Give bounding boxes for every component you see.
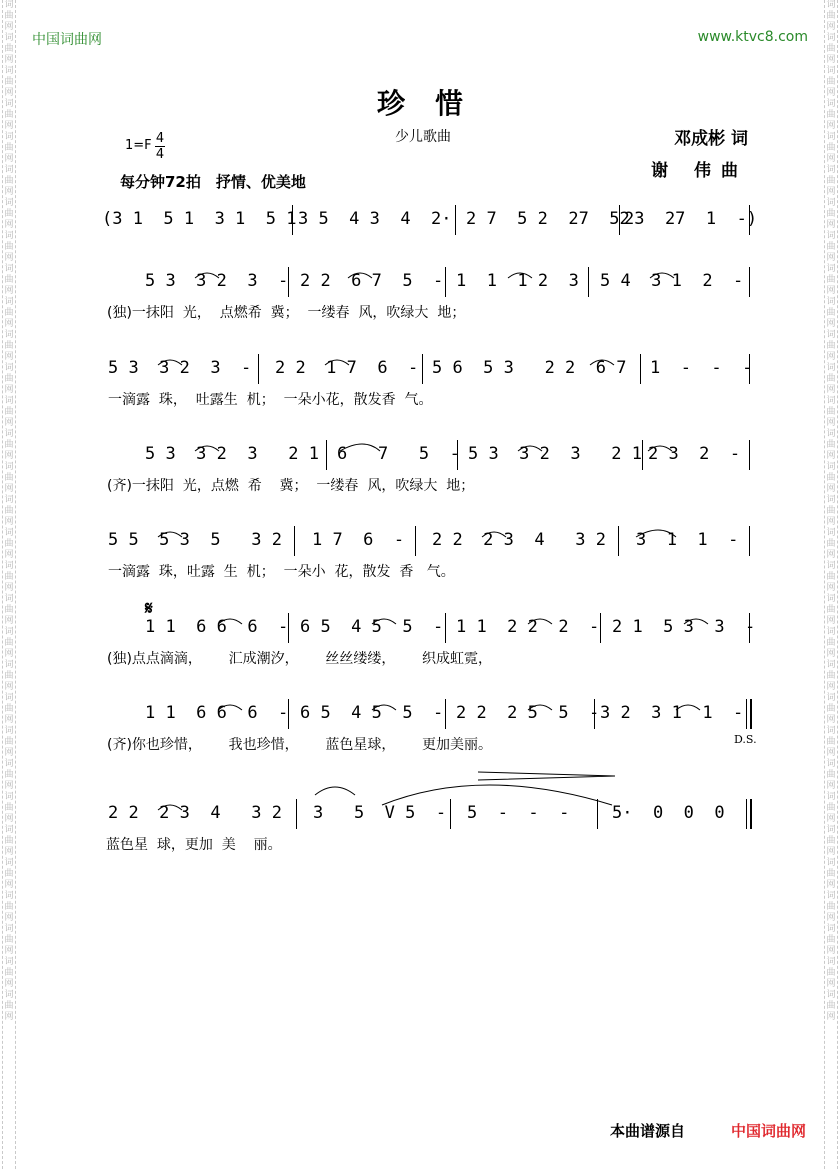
notes-row <box>0 799 840 827</box>
lyrics-row <box>0 648 840 670</box>
right-watermark-strip: 词曲网词曲网词曲网词曲网词曲网词曲网词曲网词曲网词曲网词曲网词曲网词曲网词曲网词曲网词曲网词曲网词曲网词曲网词曲网词曲网词曲网词曲网词曲网词曲网词曲网词曲网词曲网词曲网词曲网词曲网词曲网 <box>824 0 838 1169</box>
barline <box>457 440 458 470</box>
barline <box>288 613 289 643</box>
barline <box>455 205 456 235</box>
measure-3: 1 1 2 2 2 - <box>456 617 600 637</box>
barline <box>618 526 619 556</box>
lyrics-text: (齐)一抹阳 光，点燃 希 冀； 一缕春 风，吹绿大 地； <box>107 478 475 494</box>
barline <box>445 699 446 729</box>
dal-segno-marking: D.S. <box>734 733 757 746</box>
score-line-4 <box>0 440 840 500</box>
measure-4: 23 27 1 -) <box>624 209 758 229</box>
barline <box>749 613 750 643</box>
measure-1: 2 2 2 3 4 3 2 <box>108 803 282 823</box>
barline <box>749 267 750 297</box>
site-url[interactable]: www.ktvc8.com <box>697 29 808 45</box>
segno-sign: 𝄋 <box>145 598 153 619</box>
measure-4: 2 3 2 - <box>648 444 741 464</box>
decrescendo-mark <box>478 772 615 780</box>
measure-1: 1 1 6 6 6 - <box>145 703 289 723</box>
measure-1: 5 3 3 2 3 - <box>145 271 289 291</box>
notes-row <box>0 354 840 382</box>
score-line-6 <box>0 613 840 673</box>
barline <box>749 354 750 384</box>
barline <box>415 526 416 556</box>
barline <box>326 440 327 470</box>
lyrics-text: (独)点点滴滴， 汇成潮汐， 丝丝缕缕， 织成虹霓， <box>107 651 493 667</box>
song-title: 珍惜 <box>376 87 493 120</box>
time-signature-bottom: 4 <box>155 147 165 162</box>
measure-1: 5 3 3 2 3 - <box>108 358 252 378</box>
score-line-3 <box>0 354 840 414</box>
measure-1: (3 1 5 1 3 1 5 1 <box>102 209 297 229</box>
measure-3: 2 2 2 5 5 - <box>456 703 600 723</box>
barline <box>422 354 423 384</box>
lyrics-text: (齐)你也珍惜， 我也珍惜， 蓝色星球， 更加美丽。 <box>107 737 493 753</box>
lyrics-row <box>0 302 840 324</box>
measure-2: 2 2 6 7 5 - <box>300 271 444 291</box>
tempo-marking: 每分钟72拍 抒情、优美地 <box>120 173 306 191</box>
barline <box>292 205 293 235</box>
notes-row <box>0 699 840 727</box>
footer-site-link[interactable]: 中国词曲网 <box>730 1122 806 1140</box>
key-signature: 1=F <box>125 138 152 153</box>
measure-4: 5· 0 0 0 <box>612 803 725 823</box>
score-line-7 <box>0 699 840 759</box>
lyricist-credit: 邓成彬 词 <box>674 129 748 149</box>
barline <box>294 526 295 556</box>
measure-4: 5 4 3 1 2 - <box>600 271 744 291</box>
measure-2: 3 5 V 5 - <box>313 803 447 823</box>
barline <box>288 267 289 297</box>
time-signature-top: 4 <box>155 131 165 146</box>
measure-2: 2 2 1 7 6 - <box>275 358 419 378</box>
barline <box>588 267 589 297</box>
barline <box>450 799 451 829</box>
measure-4: 3 2 3 1 1 - <box>600 703 744 723</box>
measure-3: 5 6 5 3 2 2 6 7 <box>432 358 627 378</box>
composer-credit: 谢 伟曲 <box>651 161 748 181</box>
score-line-8 <box>0 799 840 859</box>
barline <box>619 205 620 235</box>
measure-1: 5 5 5 3 5 3 2 <box>108 530 282 550</box>
notes-row <box>0 440 840 468</box>
notes-row <box>0 526 840 554</box>
measure-2: 6 5 4 5 5 - <box>300 703 444 723</box>
lyrics-row <box>0 561 840 583</box>
measure-4: 1 - - - <box>650 358 753 378</box>
lyrics-text: (独)一抹阳 光， 点燃希 冀； 一缕春 风，吹绿大 地； <box>107 305 466 321</box>
barline <box>594 699 595 729</box>
measure-1: 5 3 3 2 3 2 1 <box>145 444 319 464</box>
barline <box>749 526 750 556</box>
barline-final <box>750 699 752 729</box>
barline <box>445 613 446 643</box>
barline <box>296 799 297 829</box>
lyrics-text: 一滴露 珠， 吐露生 机； 一朵小花，散发香 气。 <box>108 392 433 408</box>
barline <box>597 799 598 829</box>
barline <box>445 267 446 297</box>
notes-row <box>0 613 840 641</box>
measure-2: 1 7 6 - <box>312 530 405 550</box>
barline <box>642 440 643 470</box>
barline <box>749 440 750 470</box>
lyrics-row <box>0 734 840 756</box>
measure-1: 1 1 6 6 6 - <box>145 617 289 637</box>
notes-row <box>0 205 840 233</box>
score-line-5 <box>0 526 840 586</box>
measure-3: 5 - - - <box>467 803 570 823</box>
lyrics-text: 蓝色星 球，更加 美 丽。 <box>106 837 282 853</box>
measure-3: 2 7 5 2 27 52 <box>466 209 630 229</box>
time-signature <box>155 131 165 162</box>
barline <box>288 699 289 729</box>
lyrics-row <box>0 475 840 497</box>
barline <box>749 205 750 235</box>
measure-2: 3 5 4 3 4 2· <box>298 209 452 229</box>
barline <box>640 354 641 384</box>
lyrics-text: 一滴露 珠，吐露 生 机； 一朵小 花，散发 香 气。 <box>108 564 455 580</box>
barline <box>746 799 747 829</box>
lyrics-row <box>0 834 840 856</box>
footer-source-label: 本曲谱源自 <box>610 1122 686 1140</box>
barline <box>258 354 259 384</box>
song-subtitle: 少儿歌曲 <box>395 129 451 145</box>
left-watermark-strip: 词曲网词曲网词曲网词曲网词曲网词曲网词曲网词曲网词曲网词曲网词曲网词曲网词曲网词曲网词曲网词曲网词曲网词曲网词曲网词曲网词曲网词曲网词曲网词曲网词曲网词曲网词曲网词曲网词曲网词曲网词曲网 <box>2 0 16 1169</box>
lyrics-row <box>0 389 840 411</box>
measure-3: 2 2 2 3 4 3 2 <box>432 530 606 550</box>
score-line-1 <box>0 205 840 265</box>
measure-4: 2 1 5 3 3 - <box>612 617 756 637</box>
notes-row <box>0 267 840 295</box>
score-line-2 <box>0 267 840 327</box>
barline <box>746 699 747 729</box>
measure-3: 5 3 3 2 3 2 1 <box>468 444 642 464</box>
barline <box>600 613 601 643</box>
site-name[interactable]: 中国词曲网 <box>32 32 102 48</box>
slur <box>315 787 355 795</box>
measure-3: 1 1 1 2 3 <box>456 271 579 291</box>
measure-4: 3 1 1 - <box>636 530 739 550</box>
barline-final <box>750 799 752 829</box>
measure-2: 6 5 4 5 5 - <box>300 617 444 637</box>
measure-2: 6 7 5 - <box>337 444 460 464</box>
